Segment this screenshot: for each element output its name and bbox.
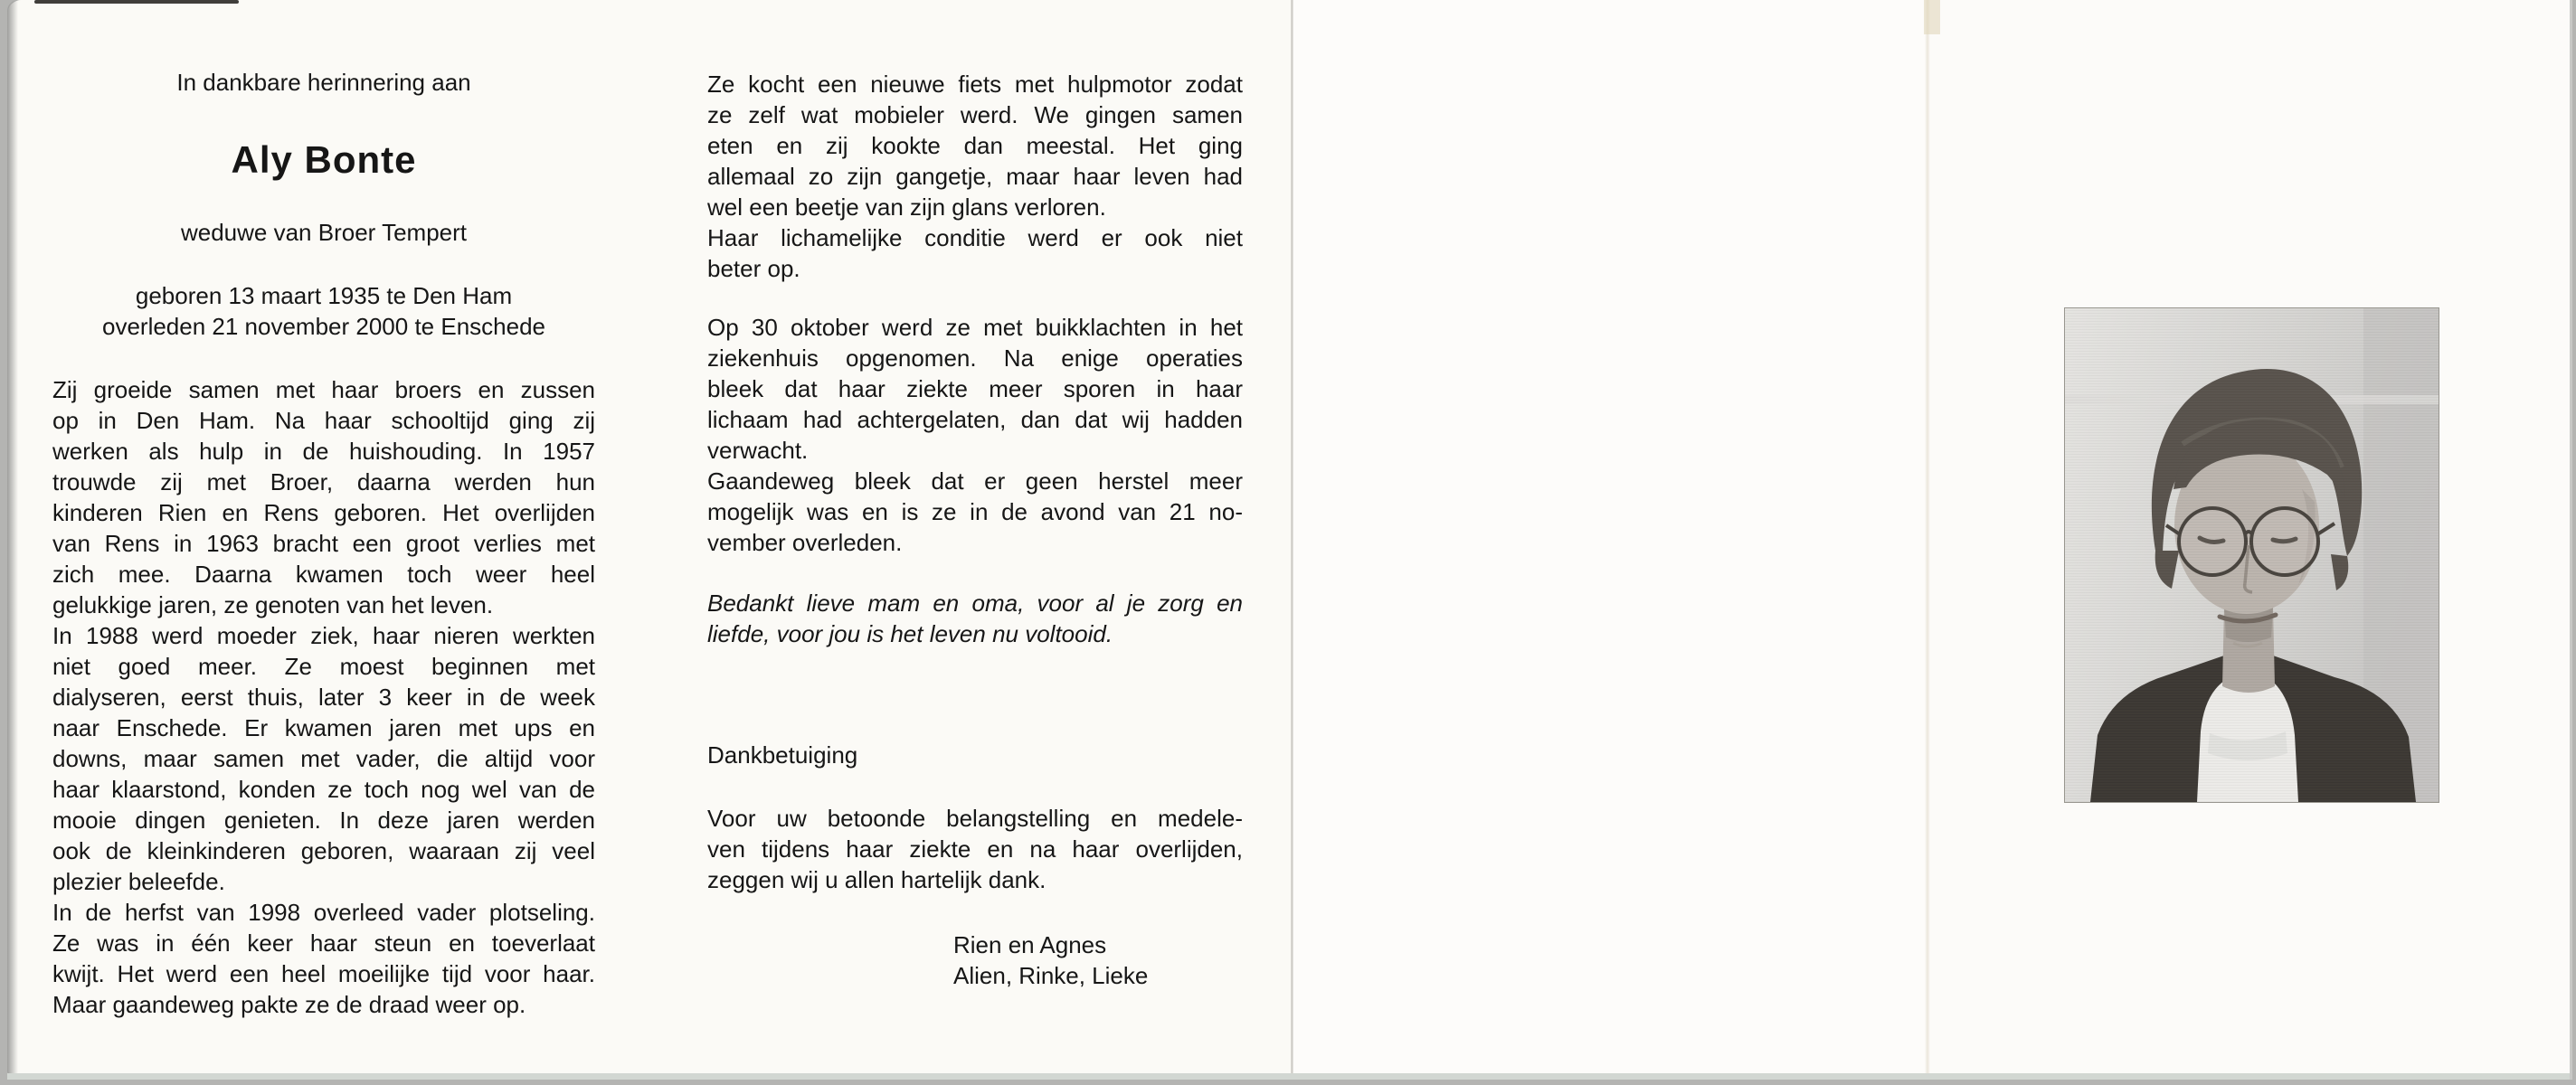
biography (52, 374, 595, 1020)
thanks-heading: Dankbetuiging (707, 741, 858, 769)
intro-line: In dankbare herinnering aan (176, 69, 471, 96)
text-line: downs, maar samen met vader, die altijd voor (52, 745, 595, 772)
text-line: trouwde zij met Broer, daarna werden hun (52, 468, 595, 495)
text-line: niet goed meer. Ze moest beginnen met (52, 653, 595, 680)
bio-paragraph-2 (52, 620, 595, 897)
bio-continued-block (707, 69, 1243, 284)
text-line: beter op. (707, 255, 800, 282)
fold-crease-right (1925, 0, 1930, 1080)
scan-edge-bottom (7, 1073, 2572, 1080)
text-line: Rien en Agnes (953, 931, 1107, 958)
text-line: naar Enschede. Er kwamen jaren met ups en (52, 714, 595, 741)
text-line: Op 30 oktober werd ze met buikklachten in het (707, 314, 1243, 341)
text-line: ziekenhuis opgenomen. Na enige operaties (707, 344, 1243, 372)
text-line: eten en zij kookte dan meestal. Het ging (707, 132, 1243, 159)
text-line: werken als hulp in de huishouding. In 1957 (52, 438, 595, 465)
life-dates (52, 280, 595, 342)
text-line: In 1988 werd moeder ziek, haar nieren werkten (52, 622, 595, 649)
bio-paragraph-1 (52, 374, 595, 620)
text-line: Zij groeide samen met haar broers en zussen (52, 376, 595, 403)
card-panel-middle (1293, 0, 1928, 1080)
deceased-name: Aly Bonte (231, 138, 417, 181)
bio-paragraph-5 (707, 222, 1243, 284)
text-line: mogelijk was en is ze in de avond van 21 no- (707, 498, 1243, 525)
text-line: van Rens in 1963 bracht een groot verlies met (52, 530, 595, 557)
text-line: ook de kleinkinderen geboren, waaraan zij veel (52, 837, 595, 864)
bio-paragraph-3 (52, 897, 595, 1020)
text-line: op in Den Ham. Na haar schooltijd ging zij (52, 407, 595, 434)
text-line: wel een beetje van zijn glans verloren. (707, 193, 1106, 221)
scan-edge-right (2570, 0, 2572, 1080)
signature-names (707, 929, 1243, 991)
text-line: In de herfst van 1998 overleed vader plotseling. (52, 899, 595, 926)
birth-line: geboren 13 maart 1935 te Den Ham (135, 282, 513, 309)
text-line: Voor uw betoonde belangstelling en medele- (707, 805, 1243, 832)
relation-line: weduwe van Broer Tempert (180, 219, 467, 246)
bio-paragraph-6 (707, 312, 1243, 466)
text-line: lichaam had achtergelaten, dan dat wij hadden (707, 406, 1243, 433)
text-line: Ze kocht een nieuwe fiets met hulpmotor zodat (707, 71, 1243, 98)
text-line: ze zelf wat mobieler werd. We gingen samen (707, 101, 1243, 128)
text-line: kinderen Rien en Rens geboren. Het overlijden (52, 499, 595, 526)
text-line: vember overleden. (707, 529, 903, 556)
bio-paragraph-7 (707, 466, 1243, 558)
text-line: verwacht. (707, 437, 809, 464)
tribute-text (707, 588, 1243, 649)
scan-artifact-crease-mark (1924, 0, 1940, 34)
scan-edge-left (7, 0, 18, 1080)
scan-artifact-top-line (34, 0, 239, 4)
text-line: Ze was in één keer haar steun en toeverlaat (52, 929, 595, 957)
text-line: dialyseren, eerst thuis, later 3 keer in de week (52, 684, 595, 711)
text-line: gelukkige jaren, ze genoten van het leven. (52, 591, 494, 618)
memorial-card (7, 0, 2572, 1080)
text-line: plezier beleefde. (52, 868, 225, 895)
text-line: Haar lichamelijke conditie werd er ook niet (707, 224, 1243, 251)
death-line: overleden 21 november 2000 te Enschede (101, 313, 545, 340)
fold-line-center (1291, 0, 1293, 1080)
text-line: zich mee. Daarna kwamen toch weer heel (52, 561, 595, 588)
text-line: Bedankt lieve mam en oma, voor al je zorg en (707, 590, 1243, 617)
text-line: kwijt. Het werd een heel moeilijke tijd voor haar. (52, 960, 595, 987)
text-line: Maar gaandeweg pakte ze de draad weer op. (52, 991, 526, 1018)
bio-paragraph-4 (707, 69, 1243, 222)
thanks-paragraph (707, 803, 1243, 895)
text-line: mooie dingen genieten. In deze jaren werden (52, 807, 595, 834)
text-line: Alien, Rinke, Lieke (953, 962, 1149, 989)
illness-block (707, 312, 1243, 558)
text-line: Gaandeweg bleek dat er geen herstel meer (707, 467, 1243, 495)
text-line: ven tijdens haar ziekte en na haar overlijden, (707, 835, 1243, 863)
portrait-photo (2065, 308, 2439, 802)
text-line: allemaal zo zijn gangetje, maar haar leven had (707, 163, 1243, 190)
text-line: bleek dat haar ziekte meer sporen in haar (707, 375, 1243, 402)
text-line: haar klaarstond, konden ze toch nog wel van de (52, 776, 595, 803)
text-line: liefde, voor jou is het leven nu voltooid. (707, 620, 1113, 647)
text-line: zeggen wij u allen hartelijk dank. (707, 866, 1046, 893)
photo-scanline-texture (2065, 308, 2439, 802)
